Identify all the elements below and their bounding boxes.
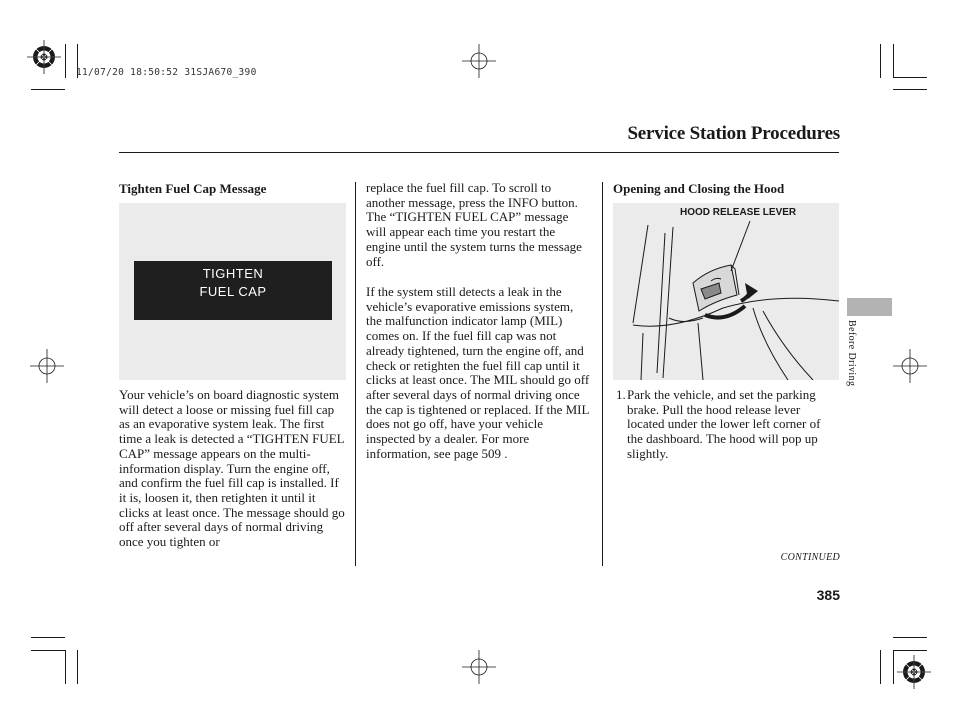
column-divider [355,182,356,566]
fuel-cap-paragraph-continued: replace the fuel fill cap. To scroll to another message, press the INFO button. The “TIGHTEN FUEL CAP” message will appear each time you restart the engine until the system turns the message off. [366,180,582,269]
section-tab-label: Before Driving [846,320,857,387]
mil-paragraph: If the system still detects a leak in the vehicle’s evaporative emissions system, the malfunction indicator lamp (MIL) comes on. If the fuel fill cap was not already tightened, turn the engine off, and check or retighten the fuel fill cap until it clicks at least once. The MIL should go off after several days of normal driving once the cap is tightened or replaced. If the MIL does not go off, have your vehicle inspected by a dealer. For more information, see page 509 . [366,284,590,461]
display-line: FUEL CAP [199,284,267,299]
print-timestamp: 11/07/20 18:50:52 31SJA670_390 [76,67,257,78]
multi-information-display [134,261,332,320]
page-number: 385 [816,587,840,603]
step-number: 1. [616,387,626,402]
starburst-target-icon [897,655,931,689]
starburst-target-icon [27,40,61,74]
step-1-text: Park the vehicle, and set the parking brake. Pull the hood release lever located under the lower left corner of the dashboard. The hood will pop up slightly. [627,387,821,461]
section-heading-hood: Opening and Closing the Hood [613,181,785,196]
fuel-cap-paragraph: Your vehicle’s on board diagnostic system will detect a loose or missing fuel fill cap as an evaporative system leak. The first time a leak is detected a “TIGHTEN FUEL CAP” message appears on the multi-information display. Turn the engine off, and confirm the fuel fill cap is installed. If it is, loosen it, then retighten it until it clicks at least once. The message should go off after several days of normal driving once you tighten or [119,387,345,550]
hood-release-illustration [613,203,839,380]
column-divider [602,182,603,566]
hood-release-lever-label: HOOD RELEASE LEVER [680,207,797,218]
display-line: TIGHTEN [202,266,264,281]
section-heading-fuel-cap: Tighten Fuel Cap Message [119,181,267,196]
continued-label: CONTINUED [780,552,840,563]
page-title: Service Station Procedures [627,123,840,144]
section-tab [847,298,892,316]
title-rule [119,152,839,153]
